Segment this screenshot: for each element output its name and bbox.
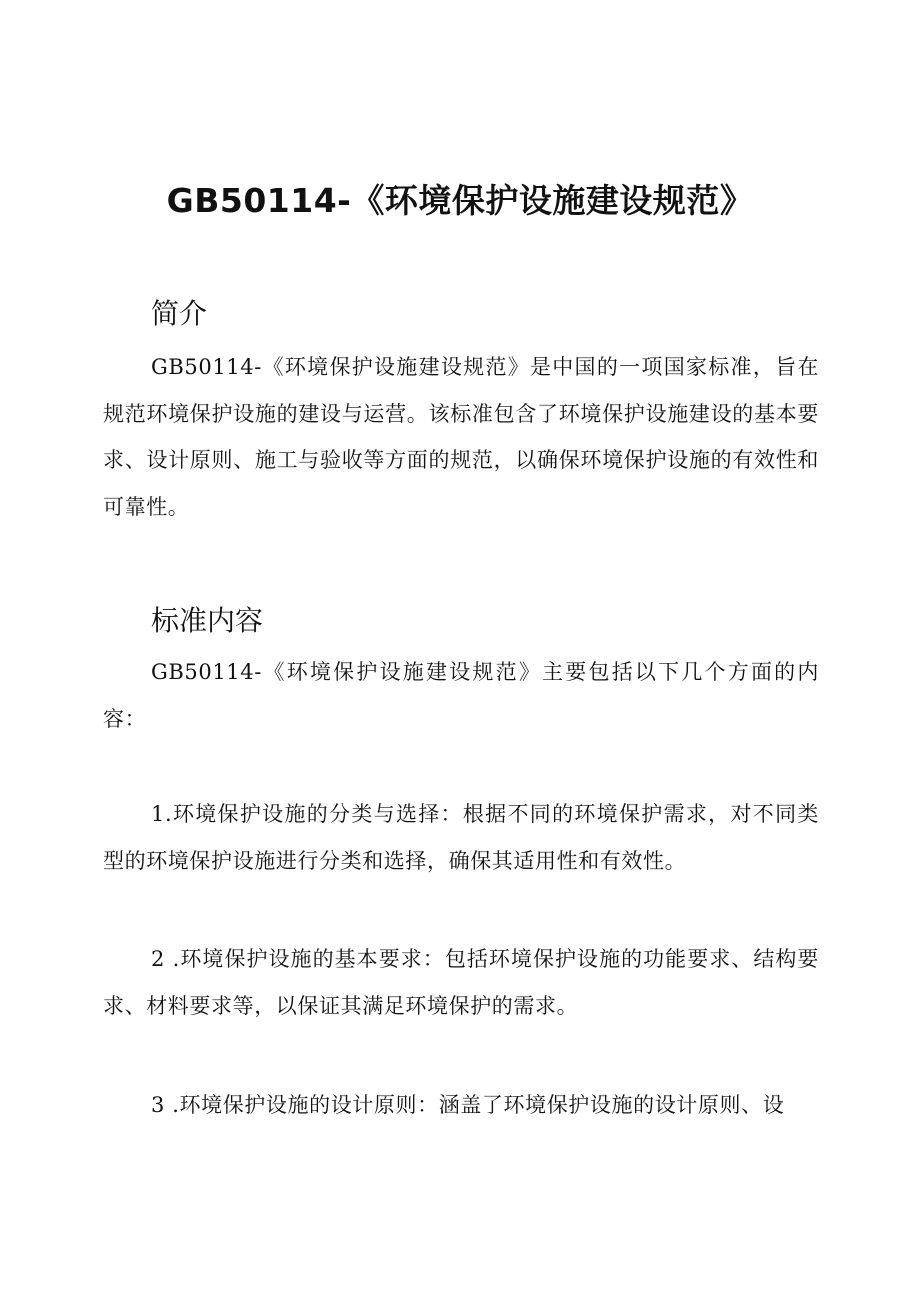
content-paragraph: GB50114-《环境保护设施建设规范》主要包括以下几个方面的内容： bbox=[103, 660, 819, 731]
list-item: 2 .环境保护设施的基本要求：包括环境保护设施的功能要求、结构要求、材料要求等，以保证其满足环境保护的需求。 bbox=[103, 947, 819, 1018]
section-heading-intro: 简介 bbox=[151, 297, 208, 330]
list-item: 3 .环境保护设施的设计原则：涵盖了环境保护设施的设计原则、设 bbox=[151, 1093, 785, 1117]
intro-paragraph: GB50114-《环境保护设施建设规范》是中国的一项国家标准，旨在规范环境保护设施的建设与运营。该标准包含了环境保护设施建设的基本要求、设计原则、施工与验收等方面的规范，以确保环境保护设施的有效性和可靠性。 bbox=[103, 355, 819, 519]
section-heading-content: 标准内容 bbox=[151, 604, 264, 637]
list-item: 1.环境保护设施的分类与选择：根据不同的环境保护需求，对不同类型的环境保护设施进行分类和选择，确保其适用性和有效性。 bbox=[103, 802, 819, 873]
document-title: GB50114-《环境保护设施建设规范》 bbox=[166, 181, 754, 220]
